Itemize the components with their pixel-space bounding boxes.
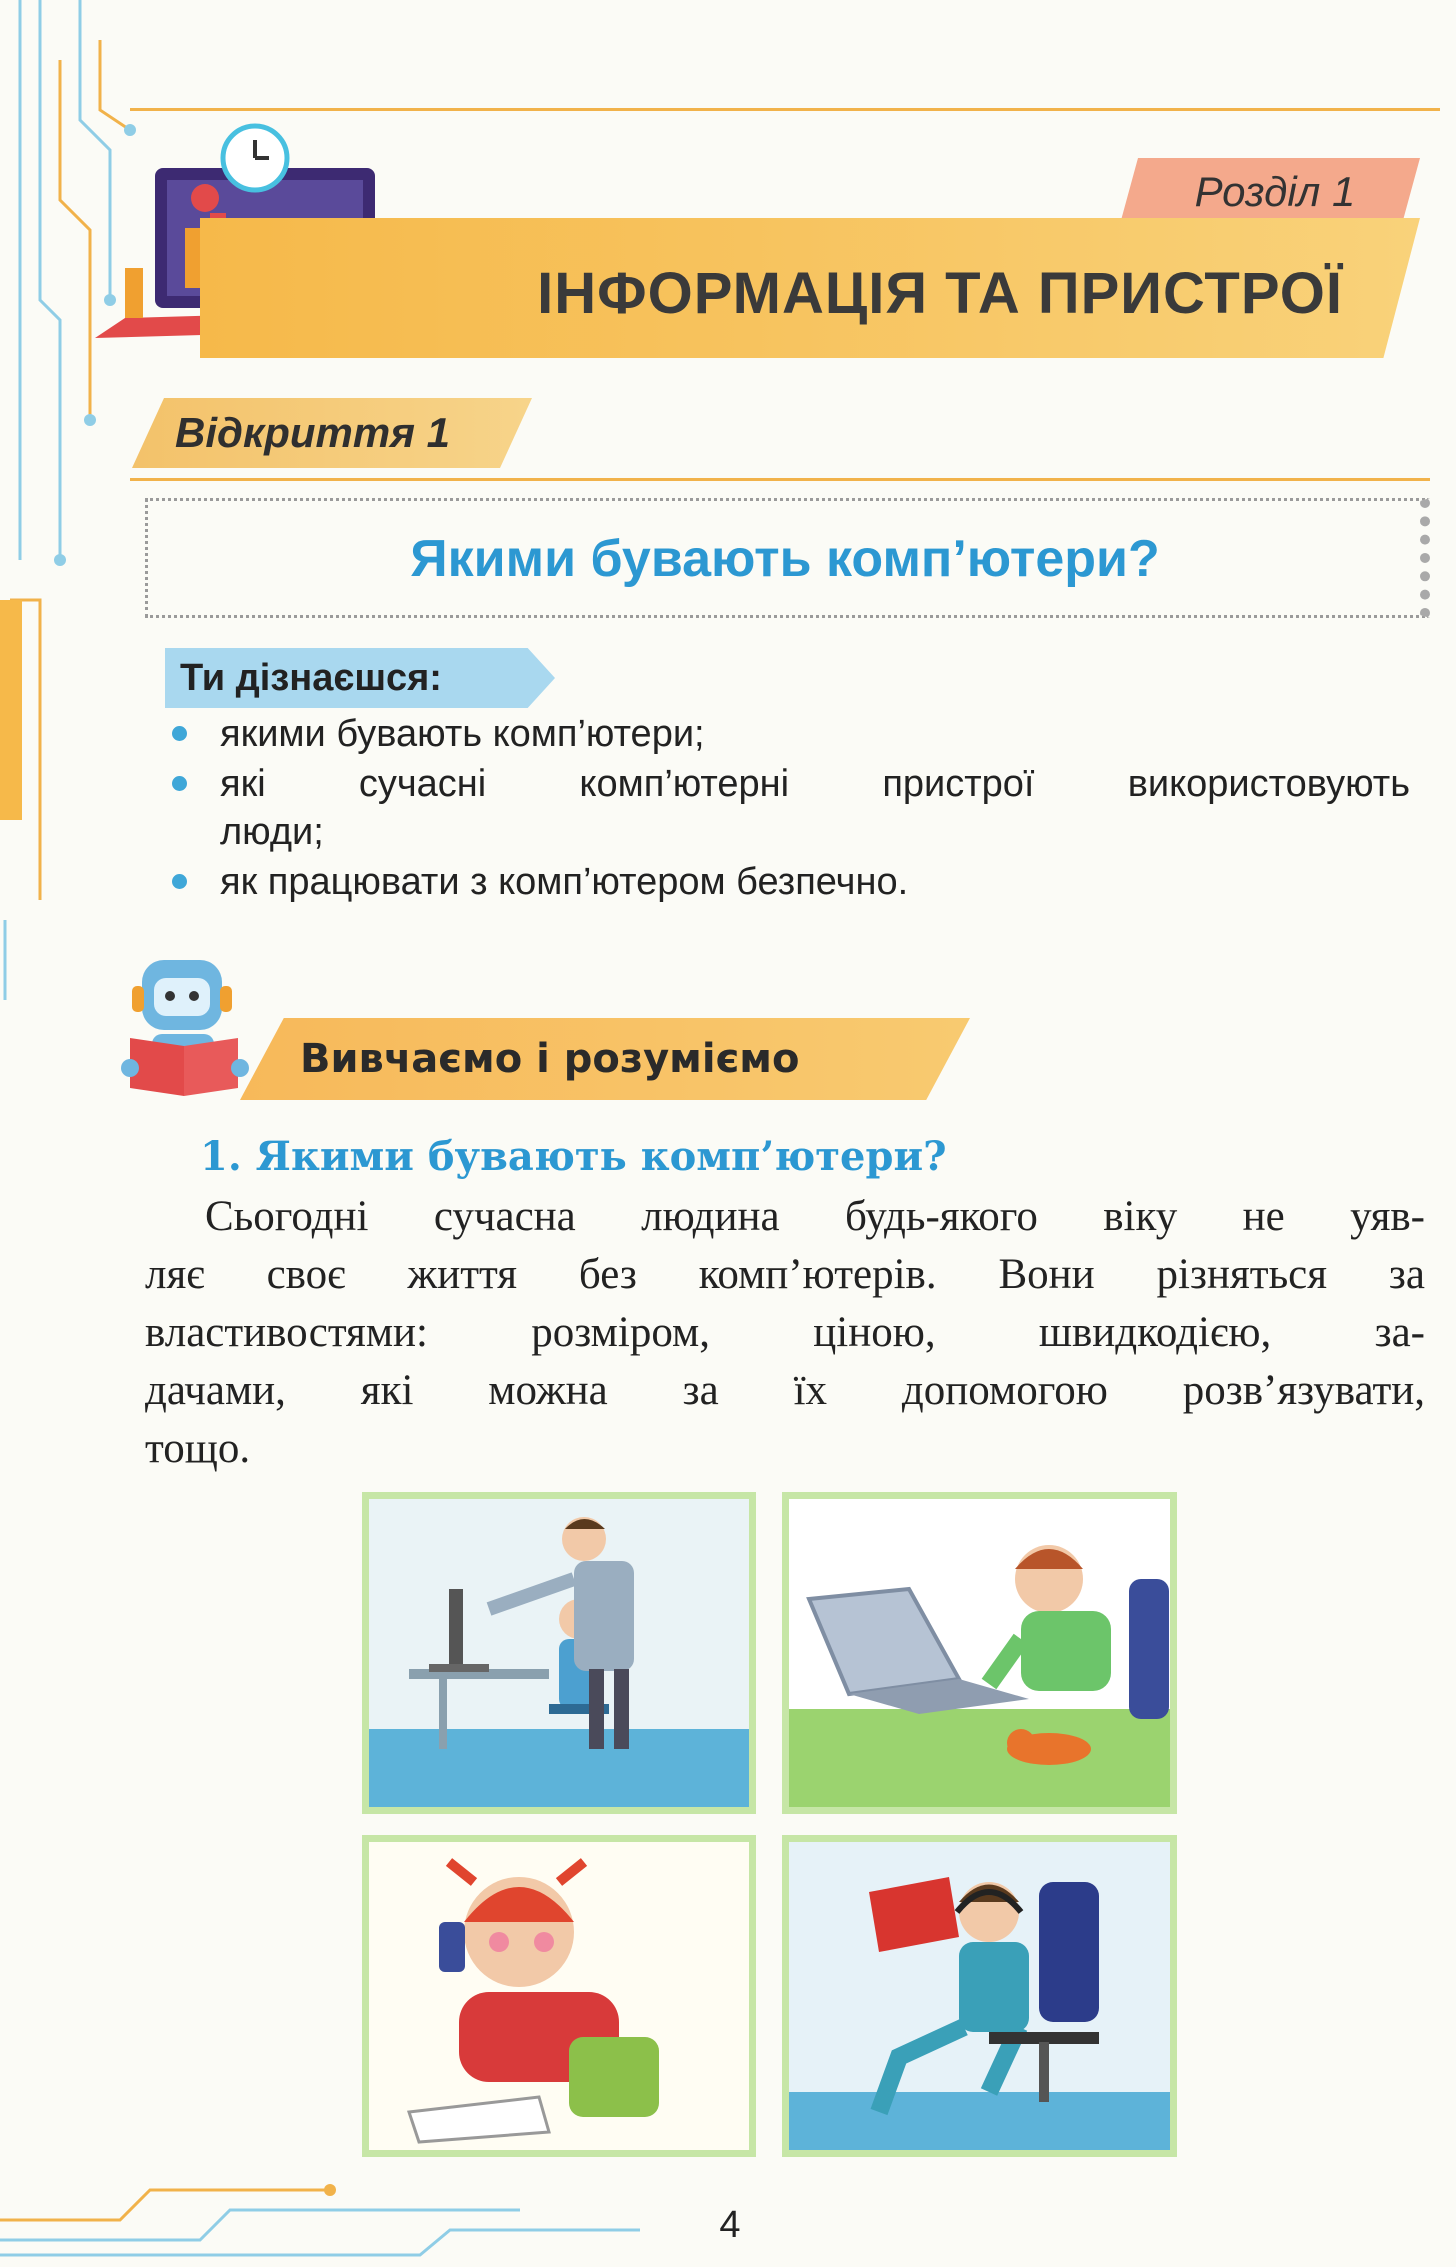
bullet-icon — [172, 726, 187, 741]
paragraph-line: властивостями: розміром, ціною, швидкодією, за- — [145, 1309, 1425, 1356]
list-item: як працювати з комп’ютером безпечно. — [170, 858, 1410, 906]
section-heading: 1. Якими бувають комп’ютери? — [200, 1132, 947, 1180]
list-item-continuation: люди; — [220, 811, 324, 853]
discovery-rule — [130, 478, 1430, 481]
discovery-label: Відкриття 1 — [175, 409, 451, 456]
page-number: 4 — [719, 2203, 741, 2246]
bullet-icon — [172, 776, 187, 791]
section-label: Розділ 1 — [1194, 168, 1356, 215]
smartphone-illustration — [362, 1835, 756, 2157]
paragraph-line: дачами, які можна за їх допомогою розв’язувати, — [145, 1367, 1425, 1414]
learn-label: Ти дізнаєшся: — [180, 656, 442, 699]
header-rule — [130, 108, 1440, 111]
section-paragraph — [145, 1188, 1425, 1478]
tablet-illustration — [782, 1835, 1177, 2157]
chapter-title: ІНФОРМАЦІЯ ТА ПРИСТРОЇ — [537, 260, 1343, 326]
robot-reading-icon — [112, 950, 262, 1100]
lesson-title: Якими бувають комп’ютери? — [410, 530, 1160, 588]
paragraph-line: тощо. — [145, 1425, 251, 1472]
bullet-icon — [172, 874, 187, 889]
paragraph-line: ляє своє життя без комп’ютерів. Вони різняться за — [145, 1251, 1425, 1298]
paragraph-line: Сьогодні сучасна людина будь-якого віку не уяв- — [205, 1193, 1425, 1240]
desktop-computer-illustration — [362, 1492, 756, 1814]
learn-list — [170, 710, 1410, 908]
laptop-illustration — [782, 1492, 1177, 1814]
list-item: які сучасні комп’ютерні пристрої використовують — [170, 760, 1410, 808]
list-item: якими бувають комп’ютери; — [170, 710, 1410, 758]
study-label: Вивчаємо і розуміємо — [300, 1036, 800, 1082]
